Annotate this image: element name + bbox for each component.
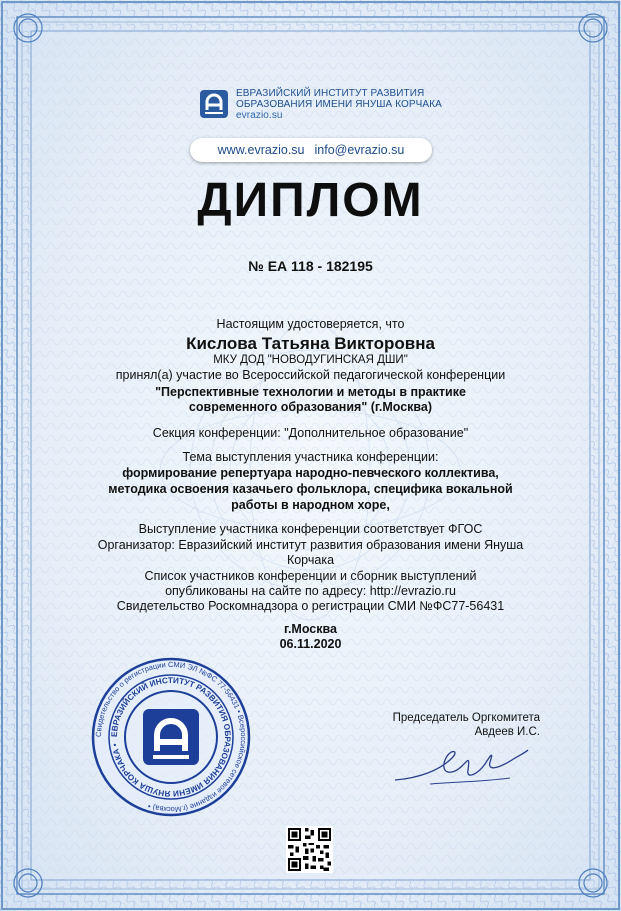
section-text: Секция конференции: "Дополнительное образование" <box>152 426 469 440</box>
organizer-line2: Корчака <box>286 553 335 567</box>
date-text: 06.11.2020 <box>279 637 342 651</box>
city-text: г.Москва <box>284 622 337 636</box>
participation-text: принял(а) участие во Всероссийской педагогической конференции <box>115 368 506 382</box>
organization-header <box>200 88 442 120</box>
signature-title: Председатель Оргкомитета <box>392 712 540 724</box>
evrazio-logo-icon <box>200 90 228 118</box>
institution-text: МКУ ДОД "НОВОДУГИНСКАЯ ДШИ" <box>213 354 408 366</box>
signature-block <box>360 711 540 739</box>
contact-pill <box>190 138 432 162</box>
signature-name: Авдеев И.С. <box>474 726 540 738</box>
fgos-text: Выступление участника конференции соответствует ФГОС <box>138 522 483 536</box>
org-name-line2: ОБРАЗОВАНИЯ ИМЕНИ ЯНУША КОРЧАКА <box>236 98 442 110</box>
website-link[interactable]: www.evrazio.su <box>217 143 305 157</box>
conference-line1: "Перспективные технологии и методы в практике <box>155 385 466 399</box>
seal-outer-text: Свидетельство о регистрации СМИ ЭЛ №ФС 77-56431 • Всероссийское сетевое издание (г.Москва) • <box>93 659 249 815</box>
topic-label: Тема выступления участника конференции: <box>182 450 439 464</box>
email-link[interactable]: info@evrazio.su <box>314 143 405 157</box>
seal-stamp <box>91 657 251 817</box>
topic-line3: работы в народном хоре, <box>231 498 390 512</box>
diploma-number: № ЕА 118 - 182195 <box>248 258 373 274</box>
list-line1: Список участников конференции и сборник выступлений <box>144 569 477 583</box>
seal-inner-text: ЕВРАЗИЙСКИЙ ИНСТИТУТ РАЗВИТИЯ ОБРАЗОВАНИЯ ИМЕНИ ЯНУША КОРЧАКА • <box>109 675 233 799</box>
certify-text: Настоящим удостоверяется, что <box>216 317 405 331</box>
org-name-line1: ЕВРАЗИЙСКИЙ ИНСТИТУТ РАЗВИТИЯ <box>236 87 425 99</box>
list-line2: опубликованы на сайте по адресу: http://evrazio.ru <box>165 584 456 598</box>
diploma-title: ДИПЛОМ <box>197 174 424 227</box>
conference-line2: современного образования" (г.Москва) <box>188 400 433 414</box>
license-text: Свидетельство Роскомнадзора о регистрации СМИ №ФС77-56431 <box>116 599 505 613</box>
org-site-small: evrazio.su <box>236 109 283 121</box>
qr-code-icon <box>286 826 333 873</box>
handwritten-signature <box>390 740 530 790</box>
topic-line2: методика освоения казачьего фольклора, специфика вокальной <box>108 482 513 496</box>
recipient-name: Кислова Татьяна Викторовна <box>186 334 435 353</box>
organizer-line1: Организатор: Евразийский институт развития образования имени Януша <box>97 538 524 552</box>
topic-line1: формирование репертуара народно-певческого коллектива, <box>122 466 499 480</box>
